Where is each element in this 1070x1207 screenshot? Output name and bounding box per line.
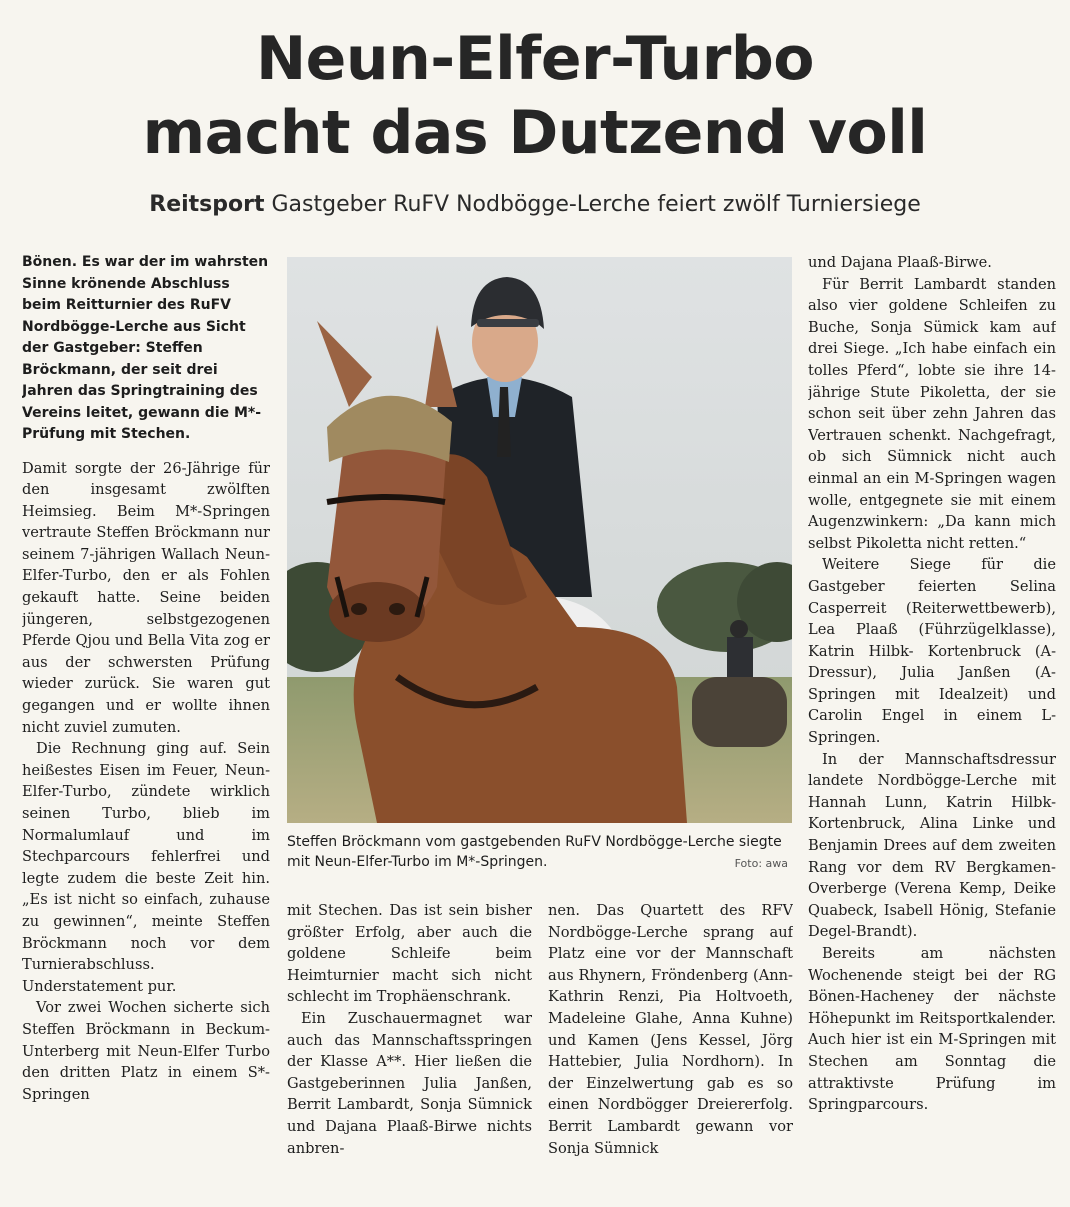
- headline-line-1: Neun-Elfer-Turbo: [255, 24, 815, 94]
- article-column-2: [287, 900, 532, 1197]
- article-column-4: [808, 252, 1056, 1197]
- photo-caption: [287, 832, 792, 872]
- photo-rider-horse: [287, 257, 792, 823]
- lead-paragraph: [22, 252, 270, 446]
- headline: [0, 22, 1070, 170]
- paragraph: Vor zwei Wochen sicherte sich Steffen Bröckmann in Beckum-Unterberg mit Neun-Elfer Turbo den dritten Platz in einem S*-Springen: [22, 999, 270, 1103]
- paragraph: In der Mannschaftsdressur landete Nordbögge-Lerche mit Hannah Lunn, Katrin Hilbk-Kortenbruck, Alina Linke und Benjamin Drees auf dem zweiten Rang vor dem RV Bergkamen-Overberge (Verena Kemp, Deike Quabeck, Isabell Hönig, Stefanie Degel-Brandt).: [808, 750, 1056, 941]
- headline-line-2: macht das Dutzend voll: [142, 98, 928, 168]
- photo-credit: Foto: awa: [734, 857, 788, 870]
- paragraph: Für Berrit Lambardt standen also vier goldene Schleifen zu Buche, Sonja Sümick kam auf drei Siege. „Ich habe einfach ein tolles Pferd“, lobte sie ihre 14-jährige Stute Pikoletta, der sie schon seit über zehn Jahren das Vertrauen schenkt. Nachgefragt, ob sich Sümnick nicht auch einmal an ein M-Springen wagen wolle, entgegnete sie mit einem Augenzwinkern: „Da kann mich selbst Pikoletta nicht retten.“: [808, 275, 1056, 552]
- caption-text: Steffen Bröckmann vom gastgebenden RuFV Nordbögge-Lerche siegte mit Neun-Elfer-Turbo im M*-Springen.: [287, 834, 782, 870]
- paragraph: Die Rechnung ging auf. Sein heißestes Eisen im Feuer, Neun-Elfer-Turbo, zündete wirklich seinen Turbo, blieb im Normalumlauf und im Stechparcours fehlerfrei und legte zudem die beste Zeit hin. „Es ist nicht so einfach, zuhause zu gewinnen“, meinte Steffen Bröckmann noch vor dem Turnierabschluss. Understatement pur.: [22, 740, 270, 995]
- lead-text: Bönen. Es war der im wahrsten Sinne krönende Abschluss beim Reitturnier des RuFV Nordbögge-Lerche aus Sicht der Gastgeber: Steffen Bröckmann, der seit drei Jahren das Springtraining des Vereins leitet, gewann die M*-Prüfung mit Stechen.: [22, 254, 269, 442]
- paragraph: Damit sorgte der 26-Jährige für den insgesamt zwölften Heimsieg. Beim M*-Springen vertraute Steffen Bröckmann nur seinem 7-jährigen Wallach Neun-Elfer-Turbo, den er als Fohlen gekauft hatte. Seine beiden jüngeren, selbstgezogenen Pferde Qjou und Bella Vita zog er aus der schwersten Prüfung wieder zurück. Sie waren gut gegangen und er wollte ihnen nicht zuviel zumuten.: [22, 459, 270, 736]
- subhead-rubric: Reitsport: [149, 192, 265, 217]
- paragraph: mit Stechen. Das ist sein bisher größter Erfolg, aber auch die goldene Schleife beim Heimturnier macht sich nicht schlecht im Trophäenschrank.: [287, 902, 532, 1006]
- subhead-text: Gastgeber RuFV Nodbögge-Lerche feiert zwölf Turniersiege: [271, 192, 921, 217]
- paragraph: Weitere Siege für die Gastgeber feierten Selina Casperreit (Reiterwettbewerb), Lea Plaaß (Führzügelklasse), Katrin Hilbk- Kortenbruck (A-Dressur), Julia Janßen (A-Springen mit Idealzeit) und Carolin Engel in einem L-Springen.: [808, 556, 1056, 747]
- article-column-3: [548, 900, 793, 1197]
- paragraph: nen. Das Quartett des RFV Nordbögge-Lerche sprang auf Platz eine vor der Mannschaft aus Rhynern, Fröndenberg (Ann-Kathrin Renzi, Pia Holtvoeth, Madeleine Glahe, Anna Kuhne) und Kamen (Jens Kessel, Jörg Hattebier, Julia Nordhorn). In der Einzelwertung gab es so einen Nordbögger Dreiererfolg. Berrit Lambardt gewann vor Sonja Sümnick: [548, 902, 793, 1157]
- paragraph: Bereits am nächsten Wochenende steigt bei der RG Bönen-Hacheney der nächste Höhepunkt im Reitsportkalender. Auch hier ist ein M-Springen mit Stechen am Sonntag die attraktivste Prüfung im Springparcours.: [808, 945, 1056, 1114]
- paragraph: und Dajana Plaaß-Birwe.: [808, 254, 992, 271]
- subhead: [0, 190, 1070, 220]
- article-column-1: [22, 252, 270, 1197]
- paragraph: Ein Zuschauermagnet war auch das Mannschaftsspringen der Klasse A**. Hier ließen die Gastgeberinnen Julia Janßen, Berrit Lambardt, Sonja Sümnick und Dajana Plaaß-Birwe nichts anbren-: [287, 1009, 532, 1157]
- article-photo: [287, 257, 792, 823]
